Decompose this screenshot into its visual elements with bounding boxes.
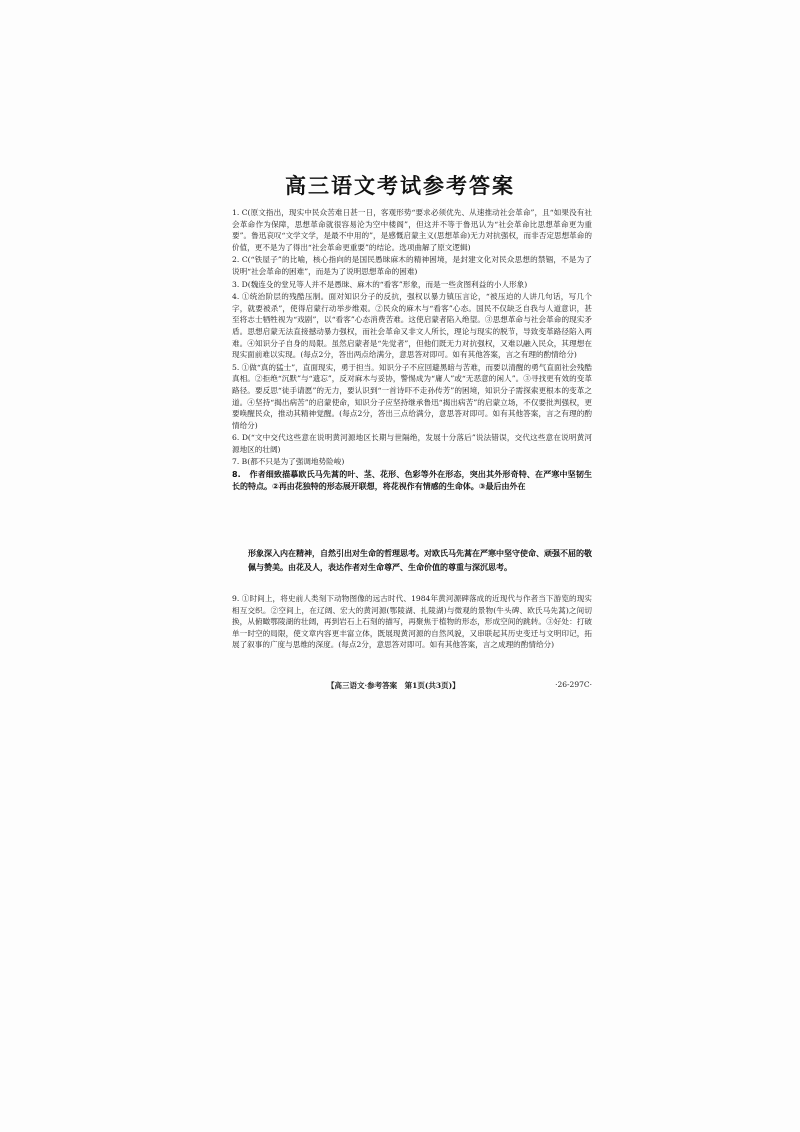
answer-3: 3. D(魏连殳的堂兄等人并不是愚昧、麻木的“看客”形象，而是一些贪图利益的小人形象): [232, 279, 528, 289]
answer-5: 5. ①做“真的猛士”，直面现实，勇于担当。知识分子不应回避黑暗与苦难，而要以清醒的勇气直面社会残酷真相。②拒绝“沉默”与“遗忘”，反对麻木与妥协，警惕成为“庸人”或“无恶意的闲人”。③寻找更有效的变革路径。要反思“徒手请愿”的无力，要认识到“一首诗吓不走孙传芳”的困境，知识分子需探索更根本的变革之道。④坚持“揭出病苦”的启蒙使命，知识分子应坚持继承鲁迅“揭出病苦”的启蒙立场，不仅要批判强权，更要唤醒民众，推动其精神觉醒。(每点2分，答出三点给满分，意思答对即可。如有其他答案，言之有理的酌情给分): [232, 362, 592, 430]
footer-code: ·26-297C·: [555, 680, 592, 689]
answer-8: [232, 469, 592, 493]
answer-8-continued: 形象深入内在精神，自然引出对生命的哲理思考。对欧氏马先蒿在严寒中坚守使命、顽强不屈的敬佩与赞美。由花及人，表达作者对生命尊严、生命价值的尊重与深沉思考。: [248, 549, 592, 572]
answer-2: 2. C(“铁屋子”的比喻，核心指向的是国民愚昧麻木的精神困境，是封建文化对民众思想的禁锢，不是为了说明“社会革命的困难”，而是为了说明思想革命的困难): [232, 255, 592, 276]
answer-6: 6. D(“文中交代这些意在说明黄河源地区长期与世隔绝，发展十分落后”说法错误，交代这些意在说明黄河源地区的壮阔): [232, 433, 592, 454]
answer-9: 9. ①时间上，将史前人类刻下动物图像的远古时代、1984年黄河源碑落成的近现代与作者当下游览的现实相互交织。②空间上，在辽阔、宏大的黄河源(鄂陵湖、扎陵湖)与微观的景物(牛头碑、欧氏马先蒿)之间切换，从俯瞰鄂陵湖的壮阔，再到岩石上石刻的描写，再聚焦于植物的形态，形成空间的跳转。③好处：打破单一时空的局限，使文章内容更丰富立体，既展现黄河源的自然风貌，又串联起其历史变迁与文明印记，拓展了叙事的广度与思维的深度。(每点2分，意思答对即可。如有其他答案，言之成理的酌情给分): [232, 594, 592, 650]
footer-page-info: 【高三语文·参考答案 第1页(共3页)】: [327, 681, 460, 690]
answer-4: 4. ①统治阶层的残酷压制。面对知识分子的反抗，强权以暴力镇压言论，“被压迫的人讲几句话，写几个字，就要被杀”，使得启蒙行动举步维艰。②民众的麻木与“看客”心态。国民不仅缺乏自我与人道意识，甚至将志士牺牲视为“戏剧”，以“看客”心态消费苦难。这使启蒙者陷入绝望。③思想革命与社会革命的现实矛盾。思想启蒙无法直接撼动暴力强权，而社会革命又非文人所长，理论与现实的脱节，导致变革路径陷入两难。④知识分子自身的局限。虽然启蒙者是“先觉者”，但他们既无力对抗强权，又难以融入民众，其理想在现实面前难以实现。(每点2分，答出两点给满分，意思答对即可。如有其他答案，言之有理的酌情给分): [232, 292, 592, 360]
answer-1: 1. C(原文指出，现实中民众苦难日甚一日，客观形势“要求必须优先、从速推动社会革命”，且“如果没有社会革命作为保障，思想革命就很容易沦为空中楼阁”，但这并不等于鲁迅认为“社会革命比思想革命更为重要”。鲁迅哀叹“文学文学，是最不中用的”，是感慨启蒙主义(思想革命)无力对抗强权，而非否定思想革命的价值，更不是为了得出“社会革命更重要”的结论。选项曲解了原文逻辑): [232, 208, 592, 252]
answer-8-text: 作者细致描摹欧氏马先蒿的叶、茎、花形、色彩等外在形态，突出其外形奇特、在严寒中坚韧生长的特点。②再由花独特的形态展开联想，将花视作有情感的生命体。③最后由外在: [232, 470, 593, 492]
answers-block: [232, 207, 592, 494]
answer-8-number: 8.: [232, 470, 241, 480]
page-title: 高三语文考试参考答案: [285, 174, 515, 198]
answer-7: 7. B(都不只是为了强调地势险峻): [232, 457, 345, 467]
